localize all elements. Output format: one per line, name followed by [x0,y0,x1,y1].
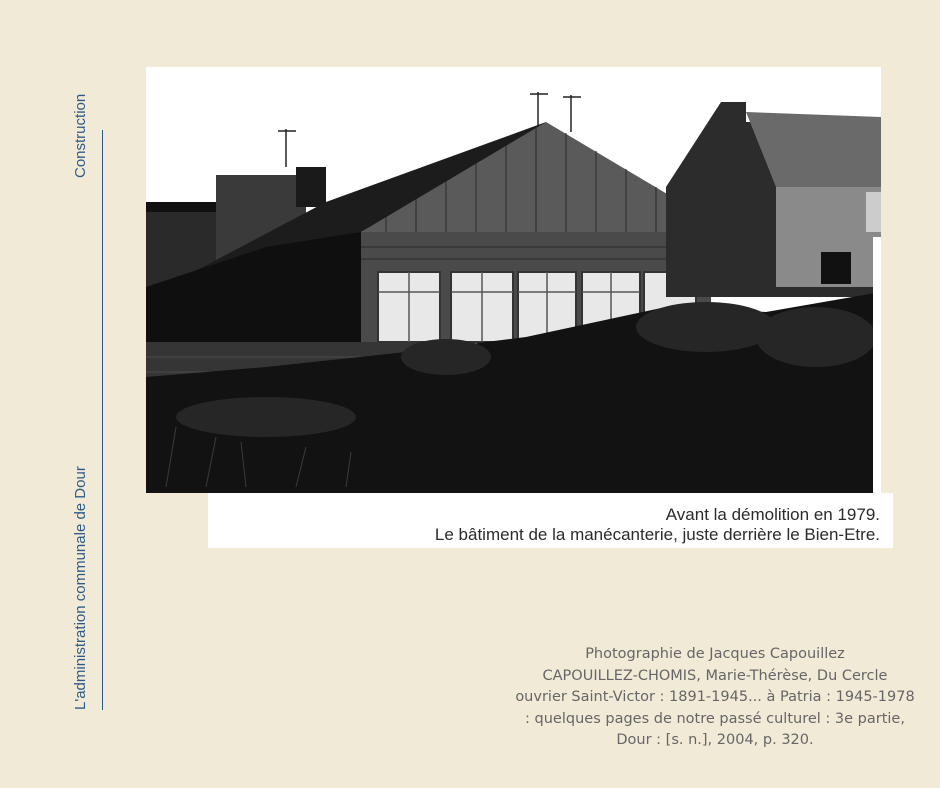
vertical-divider [102,130,103,710]
site-label: L'administration communale de Dour [72,466,89,710]
credit-line-1: Photographie de Jacques Capouillez [585,646,845,662]
caption-line-2: Le bâtiment de la manécanterie, juste derrière le Bien-Etre. [434,525,880,544]
caption-line-1: Avant la démolition en 1979. [665,505,880,524]
building-photo-image [146,67,881,493]
historic-photo [146,67,881,493]
credit-line-2: CAPOUILLEZ-CHOMIS, Marie-Thérèse, Du Cercle [542,667,888,684]
credit-line-5: Dour : [s. n.], 2004, p. 320. [616,732,814,748]
credit-line-4: : quelques pages de notre passé culturel : 3e partie, [525,710,905,727]
section-label: Construction [72,93,89,178]
photo-caption [208,493,893,548]
credit-line-3: ouvrier Saint-Victor : 1891-1945... à Patria : 1945-1978 [515,689,915,705]
photo-credit [510,644,920,752]
